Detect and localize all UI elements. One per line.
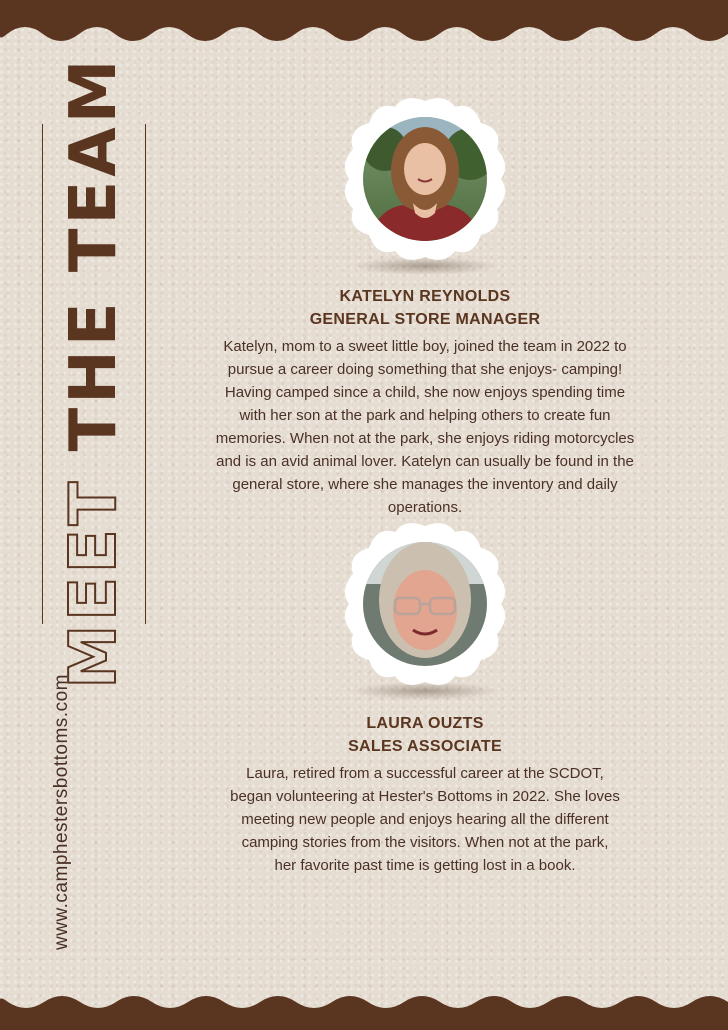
member-card-katelyn xyxy=(210,285,640,519)
member-bio: Laura, retired from a successful career at the SCDOT, began volunteering at Hester's Bottoms in 2022. She loves meeting new people and enjoys hearing all the different camping stories from the visitors. When not at the park, her favorite past time is getting lost in a book. xyxy=(230,765,620,874)
laura-photo xyxy=(344,523,506,685)
page-title xyxy=(57,55,131,689)
title-the-team: THE TEAM xyxy=(57,55,131,452)
member-card-laura xyxy=(230,712,620,877)
member-bio: Katelyn, mom to a sweet little boy, joined the team in 2022 to pursue a career doing something that she enjoys- camping! Having camped since a child, she now enjoys spending time with her son at the park and helping others to create fun memories. When not at the park, she enjoys riding motorcycles and is an avid animal lover. Katelyn can usually be found in the general store, where she manages the inventory and daily operations. xyxy=(215,338,635,516)
member-role: GENERAL STORE MANAGER xyxy=(309,311,541,328)
top-wave-border xyxy=(0,0,728,48)
website-url[interactable]: www.camphestersbottoms.com xyxy=(51,674,72,950)
bottom-wave-border xyxy=(0,992,728,1030)
title-meet-outline: MEET xyxy=(57,477,131,689)
katelyn-photo xyxy=(344,98,506,260)
member-name: KATELYN REYNOLDS xyxy=(339,288,511,305)
member-role: SALES ASSOCIATE xyxy=(348,738,502,755)
member-name: LAURA OUZTS xyxy=(366,715,484,732)
right-divider-line xyxy=(145,124,146,624)
left-divider-line xyxy=(42,124,43,624)
